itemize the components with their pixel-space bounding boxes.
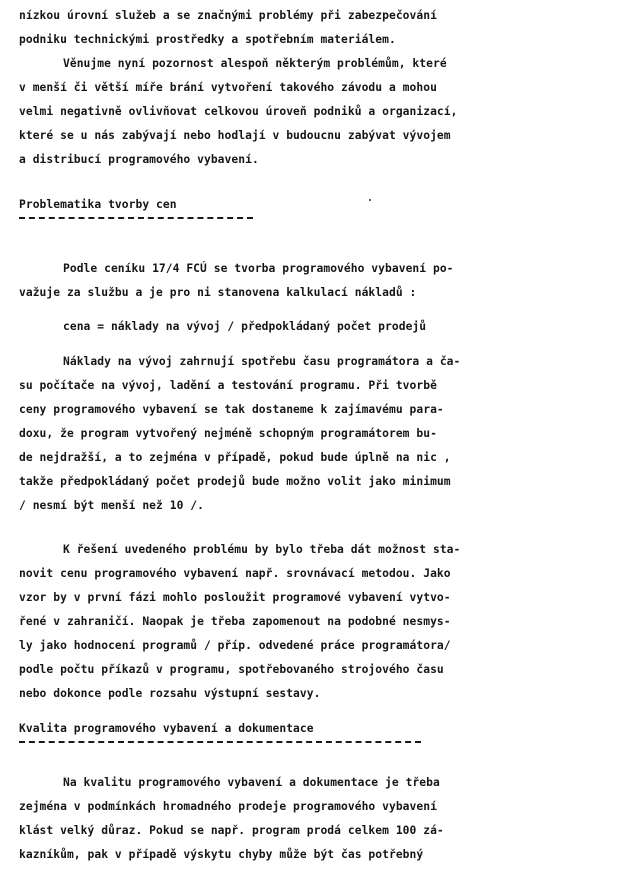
text-line: nebo dokonce podle rozsahu výstupní sestavy. [19, 687, 321, 700]
heading-underline [19, 741, 421, 743]
text-line: klást velký důraz. Pokud se např. program prodá celkem 100 zá- [19, 824, 444, 837]
text-line: Podle ceníku 17/4 FCÚ se tvorba programového vybavení po- [63, 262, 454, 275]
heading-underline [19, 217, 253, 219]
text-line: které se u nás zabývají nebo hodlají v budoucnu zabývat vývojem [19, 129, 451, 142]
text-line: Náklady na vývoj zahrnují spotřebu času programátora a ča- [63, 355, 461, 368]
text-line: ly jako hodnocení programů / příp. odvedené práce programátora/ [19, 639, 451, 652]
text-line: su počítače na vývoj, ladění a testování programu. Při tvorbě [19, 379, 437, 392]
section-heading-quality: Kvalita programového vybavení a dokumentace [19, 722, 314, 735]
formula-line: cena = náklady na vývoj / předpokládaný počet prodejů [63, 320, 427, 333]
text-line: K řešení uvedeného problému by bylo třeba dát možnost sta- [63, 543, 461, 556]
text-line: nízkou úrovní služeb a se značnými problémy při zabezpečování [19, 9, 437, 22]
text-line: zejména v podmínkách hromadného prodeje programového vybavení [19, 800, 437, 813]
text-line: podle počtu příkazů v programu, spotřebovaného strojového času [19, 663, 444, 676]
text-line: važuje za službu a je pro ni stanovena kalkulací nákladů : [19, 286, 417, 299]
text-line: kazníkům, pak v případě výskytu chyby může být čas potřebný [19, 848, 424, 861]
text-line: podniku technickými prostředky a spotřebním materiálem. [19, 33, 396, 46]
text-line: / nesmí být menší než 10 /. [19, 499, 204, 512]
text-line: Na kvalitu programového vybavení a dokumentace je třeba [63, 776, 440, 789]
section-heading-pricing: Problematika tvorby cen [19, 198, 177, 211]
text-line: a distribucí programového vybavení. [19, 153, 259, 166]
text-line: Věnujme nyní pozornost alespoň některým problémům, které [63, 57, 447, 70]
print-speck [369, 199, 371, 201]
text-line: vzor by v první fázi mohlo posloužit programové vybavení vytvo- [19, 591, 451, 604]
text-line: velmi negativně ovlivňovat celkovou úroveň podniků a organizací, [19, 105, 458, 118]
text-line: ceny programového vybavení se tak dostaneme k zajímavému para- [19, 403, 444, 416]
text-line: doxu, že program vytvořený nejméně schopným programátorem bu- [19, 427, 437, 440]
text-line: v menší či větší míře brání vytvoření takového závodu a mohou [19, 81, 437, 94]
text-line: de nejdražší, a to zejména v případě, pokud bude úplně na nic , [19, 451, 451, 464]
text-line: řené v zahraničí. Naopak je třeba zapomenout na podobné nesmys- [19, 615, 451, 628]
text-line: takže předpokládaný počet prodejů bude možno volit jako minimum [19, 475, 451, 488]
text-line: novit cenu programového vybavení např. srovnávací metodou. Jako [19, 567, 451, 580]
